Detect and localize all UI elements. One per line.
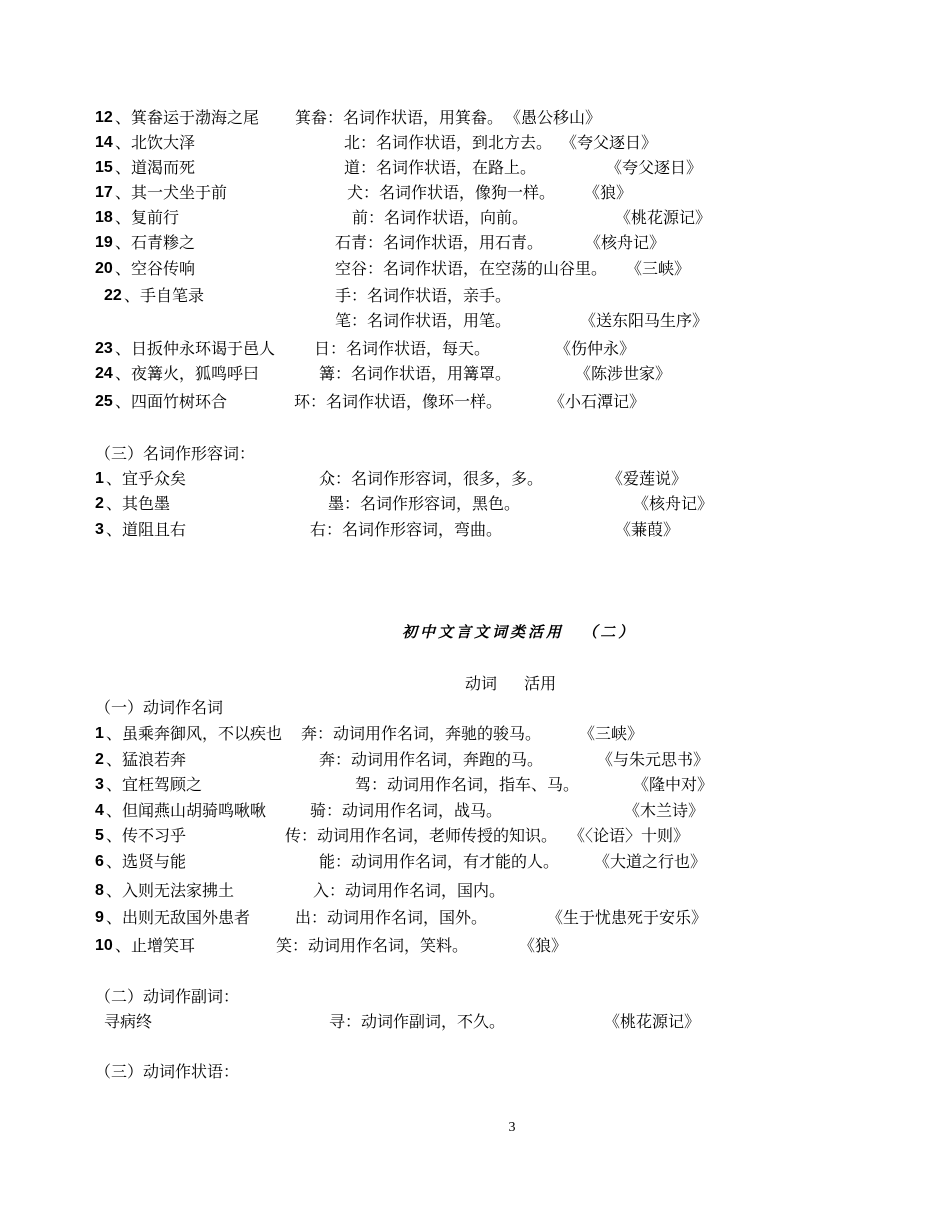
entry-phrase: 、夜篝火，狐鸣呼曰	[115, 364, 260, 383]
entry-number: 8	[95, 882, 104, 899]
entry-source: 《夸父逐日》	[561, 133, 658, 152]
page-number: 3	[508, 1120, 516, 1135]
entry-phrase: 、入则无法家拂土	[106, 881, 235, 900]
entry-phrase: 、箕畚运于渤海之尾	[115, 108, 260, 127]
entry-source: 《三峡》	[579, 724, 644, 743]
entry-number: 3	[95, 776, 104, 793]
entry-explanation: 道：名词作状语，在路上。	[344, 158, 537, 177]
entry-phrase: 、复前行	[115, 208, 180, 227]
entry-explanation: 右：名词作形容词，弯曲。	[310, 520, 503, 539]
section-heading: （三）动词作状语：	[95, 1062, 240, 1081]
entry-phrase: 、北饮大泽	[115, 133, 196, 152]
subtitle-usage: 活用	[524, 674, 557, 693]
entry-number: 6	[95, 853, 104, 870]
entry-phrase: 、道渴而死	[115, 158, 196, 177]
entry-number: 22	[104, 287, 122, 304]
section-heading: （三）名词作形容词：	[95, 444, 256, 463]
entry-number: 9	[95, 909, 104, 926]
entry-source: 《桃花源记》	[615, 208, 712, 227]
entry-number: 18	[95, 209, 113, 226]
entry-explanation: 传：动词用作名词，老师传授的知识。	[285, 826, 558, 845]
entry-phrase: 、空谷传响	[115, 259, 196, 278]
entry-explanation: 奔：动词用作名词，奔跑的马。	[319, 750, 544, 769]
entry-source: 《核舟记》	[585, 233, 666, 252]
entry-explanation: 骑：动词用作名词，战马。	[310, 801, 503, 820]
entry-source: 《送东阳马生序》	[580, 311, 709, 330]
entry-explanation: 石青：名词作状语，用石青。	[335, 233, 544, 252]
entry-source: 《桃花源记》	[604, 1012, 701, 1031]
part-title	[402, 620, 636, 644]
entry-number: 2	[95, 751, 104, 768]
entry-explanation: 空谷：名词作状语，在空荡的山谷里。	[335, 259, 608, 278]
entry-number: 12	[95, 109, 113, 126]
entry-phrase: 、四面竹树环合	[115, 392, 228, 411]
entry-phrase: 、其一犬坐于前	[115, 183, 228, 202]
entry-source: 《狼》	[584, 183, 633, 202]
entry-explanation: 手：名词作状语，亲手。	[335, 286, 512, 305]
entry-source: 《〈论语〉十则》	[569, 826, 690, 845]
entry-source: 《核舟记》	[633, 494, 714, 513]
entry-explanation: 出：动词用作名词，国外。	[295, 908, 488, 927]
entry-source: 《夸父逐日》	[606, 158, 703, 177]
entry-explanation: 日：名词作状语，每天。	[314, 339, 491, 358]
part-title-suffix: （二）	[582, 623, 637, 641]
entry-explanation: 能：动词用作名词，有才能的人。	[319, 852, 560, 871]
entry-phrase: 、手自笔录	[124, 286, 205, 305]
entry-source: 《陈涉世家》	[575, 364, 672, 383]
entry-number: 1	[95, 725, 104, 742]
entry-source: 《与朱元思书》	[597, 750, 710, 769]
entry-phrase: 、但闻燕山胡骑鸣啾啾	[106, 801, 267, 820]
entry-source: 《小石潭记》	[549, 392, 646, 411]
entry-explanation: 寻：动词作副词，不久。	[329, 1012, 506, 1031]
entry-number: 10	[95, 937, 113, 954]
subtitle-verb: 动词	[465, 674, 498, 693]
entry-phrase: 寻病终	[104, 1012, 153, 1031]
entry-phrase: 、日扳仲永环谒于邑人	[115, 339, 276, 358]
entry-phrase: 、传不习乎	[106, 826, 187, 845]
entry-number: 3	[95, 521, 104, 538]
entry-source: 《三峡》	[626, 259, 691, 278]
entry-explanation: 犬：名词作状语，像狗一样。	[347, 183, 556, 202]
entry-number: 1	[95, 470, 104, 487]
entry-phrase: 、宜乎众矣	[106, 469, 187, 488]
entry-explanation: 笑：动词用作名词，笑料。	[276, 936, 469, 955]
entry-source: 《生于忧患死于安乐》	[547, 908, 708, 927]
entry-phrase: 、石青糁之	[115, 233, 196, 252]
entry-number: 19	[95, 234, 113, 251]
entry-phrase: 、出则无敌国外患者	[106, 908, 251, 927]
entry-phrase: 、虽乘奔御风，不以疾也	[106, 724, 283, 743]
entry-explanation: 驾：动词用作名词，指车、马。	[355, 775, 580, 794]
entry-number: 24	[95, 365, 113, 382]
entry-phrase: 、猛浪若奔	[106, 750, 187, 769]
entry-number: 23	[95, 340, 113, 357]
entry-phrase: 、其色墨	[106, 494, 171, 513]
entry-explanation: 北：名词作状语，到北方去。	[344, 133, 553, 152]
entry-number: 4	[95, 802, 104, 819]
entry-explanation: 篝：名词作状语，用篝罩。	[319, 364, 512, 383]
part-subtitle	[465, 672, 556, 696]
entry-explanation: 环：名词作状语，像环一样。	[294, 392, 503, 411]
entry-source: 《隆中对》	[633, 775, 714, 794]
entry-source: 《蒹葭》	[615, 520, 680, 539]
entry-phrase: 、宜枉驾顾之	[106, 775, 203, 794]
entry-explanation: 箕畚：名词作状语，用箕畚。	[295, 108, 504, 127]
entry-explanation: 笔：名词作状语，用笔。	[335, 311, 512, 330]
section-heading: （一）动词作名词	[95, 698, 224, 717]
entry-number: 15	[95, 159, 113, 176]
entry-source: 《木兰诗》	[624, 801, 705, 820]
entry-explanation: 墨：名词作形容词，黑色。	[328, 494, 521, 513]
part-title-text: 初中文言文词类活用	[402, 623, 565, 641]
entry-explanation: 众：名词作形容词，很多，多。	[319, 469, 544, 488]
entry-explanation: 前：名词作状语，向前。	[352, 208, 529, 227]
entry-explanation: 入：动词用作名词，国内。	[313, 881, 506, 900]
entry-phrase: 、止增笑耳	[115, 936, 196, 955]
entry-number: 2	[95, 495, 104, 512]
section-heading: （二）动词作副词：	[95, 987, 240, 1006]
entry-number: 5	[95, 827, 104, 844]
entry-source: 《大道之行也》	[594, 852, 707, 871]
entry-source: 《伤仲永》	[555, 339, 636, 358]
entry-source: 《愚公移山》	[505, 108, 602, 127]
entry-source: 《狼》	[519, 936, 568, 955]
entry-number: 25	[95, 393, 113, 410]
entry-number: 17	[95, 184, 113, 201]
entry-explanation: 奔：动词用作名词，奔驰的骏马。	[301, 724, 542, 743]
entry-phrase: 、道阻且右	[106, 520, 187, 539]
entry-phrase: 、选贤与能	[106, 852, 187, 871]
entry-number: 14	[95, 134, 113, 151]
entry-source: 《爱莲说》	[607, 469, 688, 488]
entry-number: 20	[95, 260, 113, 277]
